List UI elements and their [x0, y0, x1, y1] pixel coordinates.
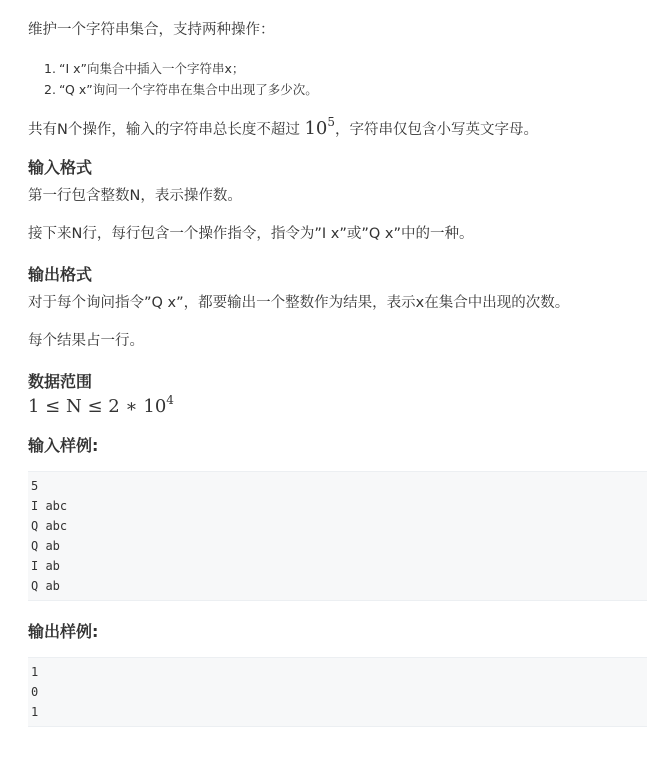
code-line: 0 [31, 685, 39, 699]
input-format-line2: 接下来N行，每行包含一个操作指令，指令为”I x”或”Q x”中的一种。 [28, 226, 474, 242]
code-line: 1 [31, 665, 39, 679]
output-format-line2: 每个结果占一行。 [28, 333, 144, 349]
intro-text: 维护一个字符串集合，支持两种操作： [28, 22, 275, 38]
operation-item [44, 58, 647, 79]
operations-list [28, 58, 647, 100]
code-line: Q abc [31, 519, 68, 533]
sample-input-heading: 输入样例: [28, 436, 99, 455]
code-line: Q ab [31, 539, 60, 553]
output-format-heading: 输出格式 [28, 265, 93, 284]
constraint-before: 共有N个操作，输入的字符串总长度不超过 [28, 122, 305, 138]
operation-text: “Q x”询问一个字符串在集合中出现了多少次。 [59, 82, 318, 97]
input-format-heading: 输入格式 [28, 158, 93, 177]
code-line: I abc [31, 499, 68, 513]
code-line: 1 [31, 705, 39, 719]
data-range-main: 1 ≤ N ≤ 2 ∗ 10 [28, 396, 167, 417]
constraint-base: 10 [304, 118, 328, 139]
sample-output-code [28, 657, 647, 727]
operation-number: 1. [44, 61, 56, 76]
problem-content [28, 0, 647, 727]
code-line: Q ab [31, 579, 60, 593]
output-format-line1: 对于每个询问指令”Q x”，都要输出一个整数作为结果，表示x在集合中出现的次数。 [28, 295, 570, 311]
operation-number: 2. [44, 82, 56, 97]
code-line: 5 [31, 479, 39, 493]
operation-text: “I x”向集合中插入一个字符串x； [59, 61, 245, 76]
data-range-heading: 数据范围 [28, 372, 93, 391]
data-range-exponent: 4 [166, 393, 174, 407]
input-format-line1: 第一行包含整数N，表示操作数。 [28, 188, 242, 204]
code-line: I ab [31, 559, 60, 573]
operation-item [44, 79, 647, 100]
constraint-math [304, 115, 336, 139]
sample-input-code [28, 471, 647, 601]
constraint-text [28, 116, 647, 143]
constraint-after: ，字符串仅包含小写英文字母。 [335, 122, 539, 138]
constraint-exponent: 5 [327, 115, 336, 129]
sample-output-heading: 输出样例: [28, 622, 99, 641]
data-range-math [28, 395, 647, 419]
